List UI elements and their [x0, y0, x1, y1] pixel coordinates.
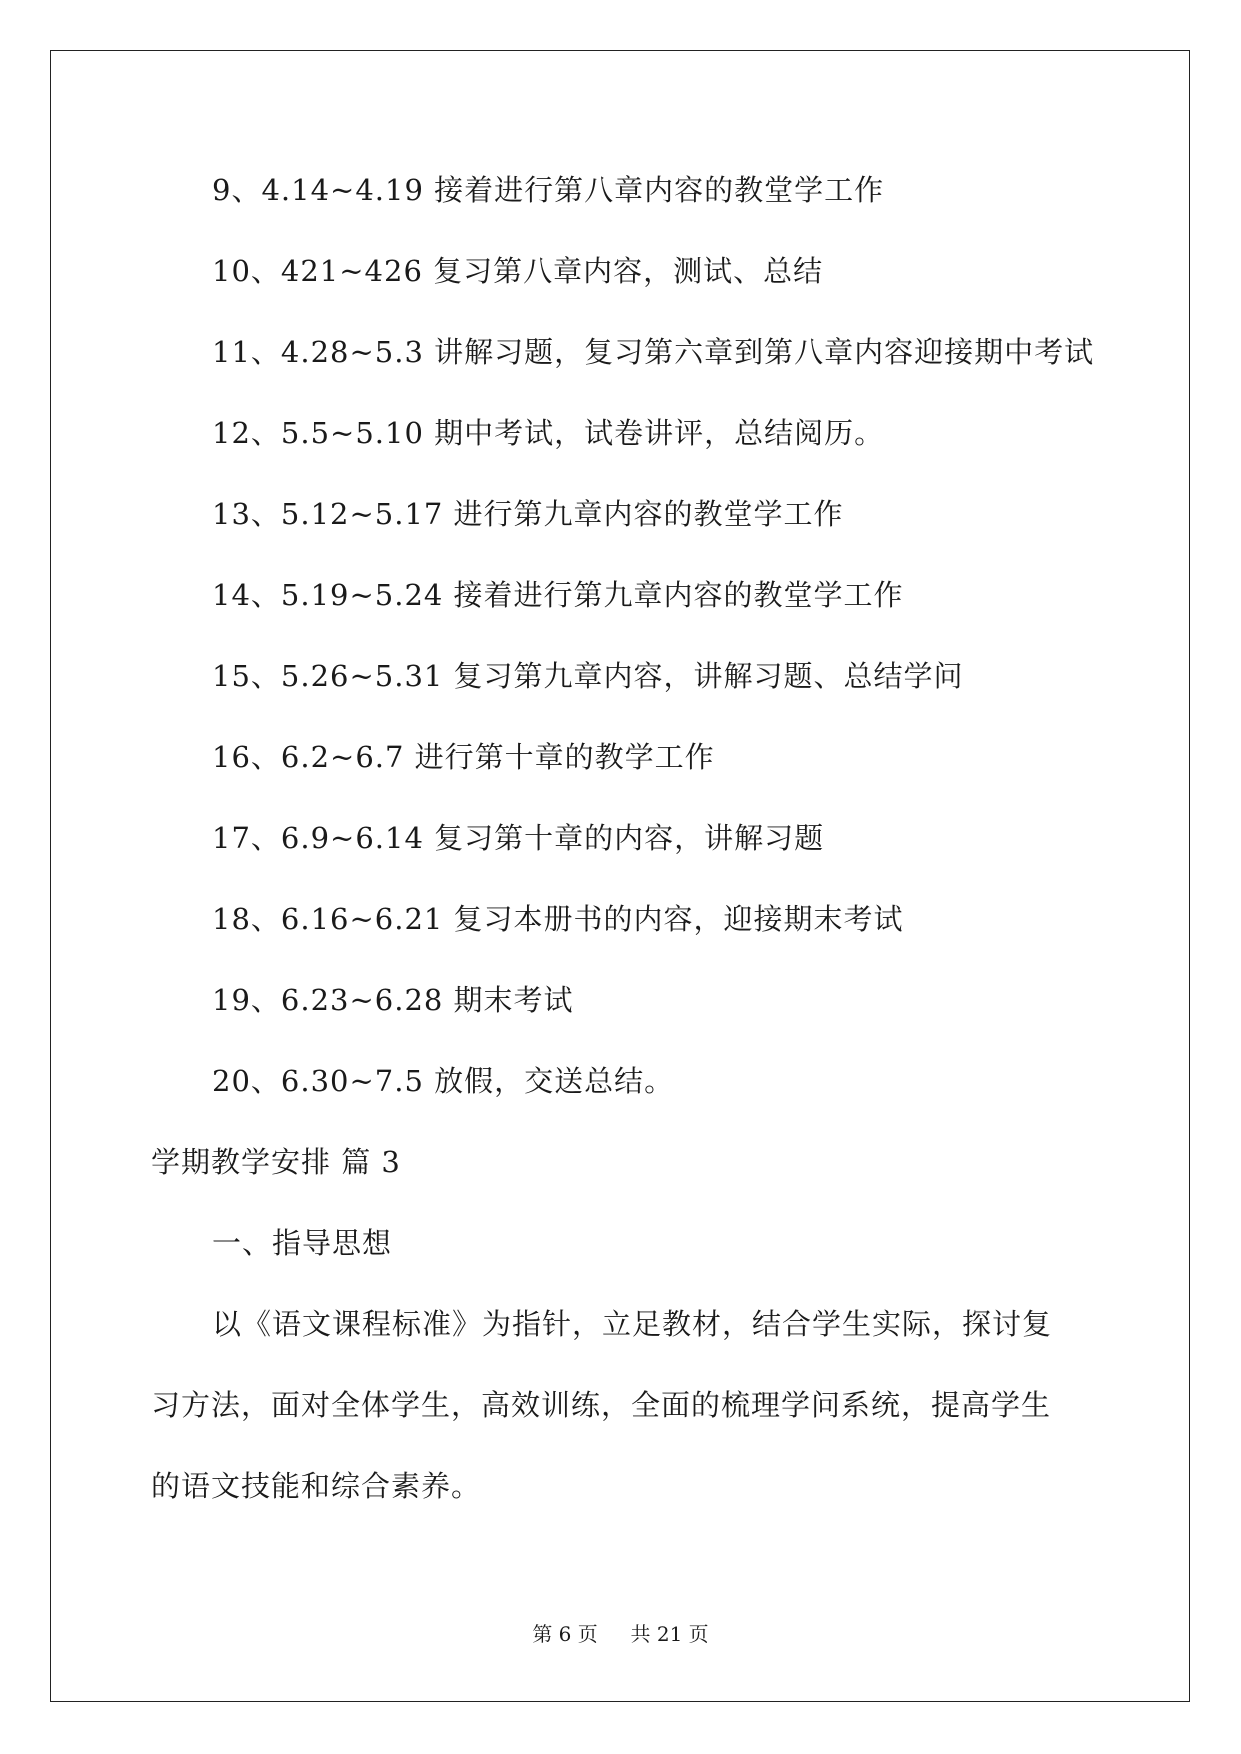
page-number: 第 6 页 [532, 1622, 598, 1646]
paragraph-line-3: 的语文技能和综合素养。 [151, 1469, 482, 1503]
page-total: 共 21 页 [630, 1622, 709, 1646]
paragraph-line-1: 以《语文课程标准》为指针，立足教材，结合学生实际，探讨复 [212, 1307, 1053, 1341]
schedule-item-10: 10、421~426 复习第八章内容，测试、总结 [212, 254, 824, 288]
schedule-item-12: 12、5.5~5.10 期中考试，试卷讲评，总结阅历。 [212, 416, 885, 450]
schedule-item-16: 16、6.2~6.7 进行第十章的教学工作 [212, 740, 715, 774]
schedule-item-20: 20、6.30~7.5 放假，交送总结。 [212, 1064, 675, 1098]
schedule-item-18: 18、6.16~6.21 复习本册书的内容，迎接期末考试 [212, 902, 904, 936]
schedule-item-15: 15、5.26~5.31 复习第九章内容，讲解习题、总结学问 [212, 659, 964, 693]
subheading-guiding-thought: 一、指导思想 [212, 1226, 393, 1260]
schedule-item-14: 14、5.19~5.24 接着进行第九章内容的教堂学工作 [212, 578, 904, 612]
page-footer [0, 1618, 1241, 1647]
schedule-item-19: 19、6.23~6.28 期末考试 [212, 983, 574, 1017]
paragraph-line-2: 习方法，面对全体学生，高效训练，全面的梳理学问系统，提高学生 [151, 1388, 1052, 1422]
page-border [50, 50, 1190, 1702]
schedule-item-13: 13、5.12~5.17 进行第九章内容的教堂学工作 [212, 497, 844, 531]
schedule-item-11: 11、4.28~5.3 讲解习题，复习第六章到第八章内容迎接期中考试 [212, 335, 1095, 369]
schedule-item-17: 17、6.9~6.14 复习第十章的内容，讲解习题 [212, 821, 825, 855]
section-heading: 学期教学安排 篇 3 [151, 1145, 401, 1179]
schedule-item-9: 9、4.14~4.19 接着进行第八章内容的教堂学工作 [212, 173, 885, 207]
